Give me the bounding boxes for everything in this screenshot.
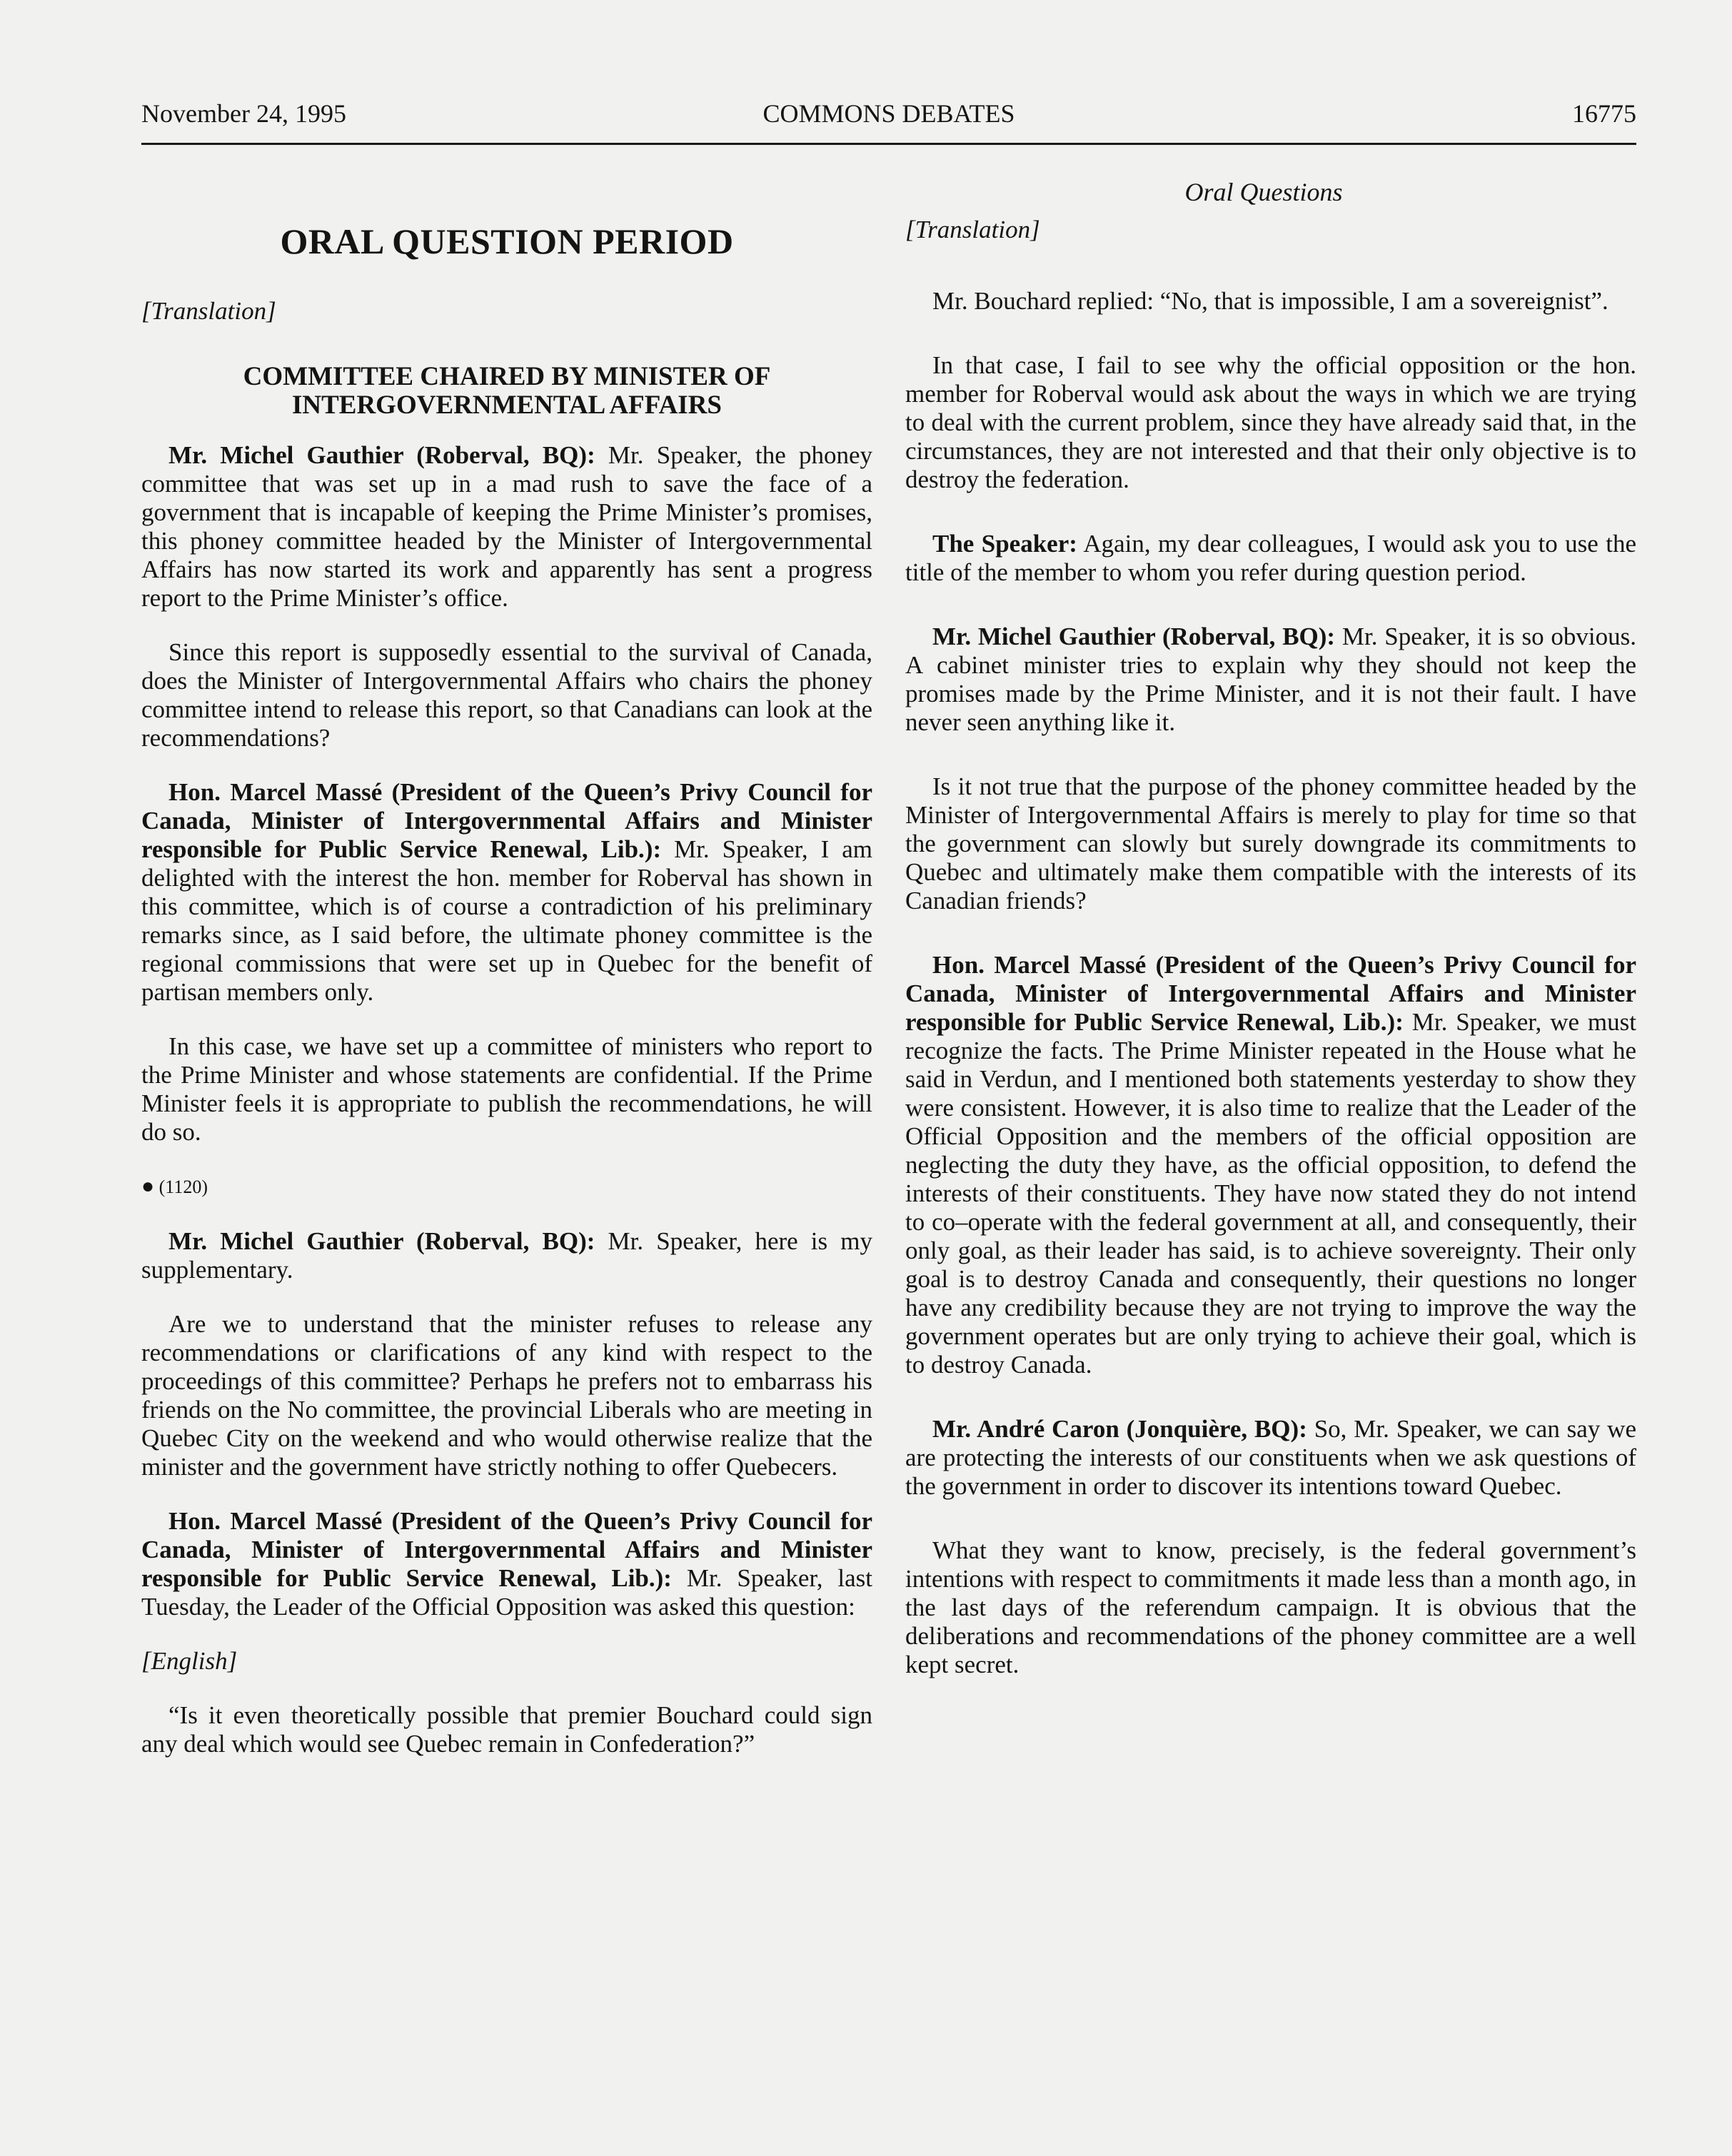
speech-paragraph — [141, 778, 872, 1007]
speech-text: Mr. Speaker, we must recognize the facts. The Prime Minister repeated in the House what he said in Verdun, and I mentioned both statements yesterday to show they were consistent. However, it is also time to realize that the Leader of the Official Opposition and the members of the official opposition are neglecting the duty they have, as the official opposition, to defend the interests of their constituents. They have now stated they do not intend to co–operate with the federal government at all, and consequently, their only goal, as their leader has said, is to achieve sovereignty. Their only goal is to destroy Canada and consequently, their questions no longer have any credibility because they are not trying to improve the way the government operates but are only trying to achieve their goal, which is to destroy Canada. — [905, 1008, 1636, 1379]
speech-text: So, Mr. Speaker, we can say we are protecting the interests of our constituents when we ask questions of the government in order to discover its intentions toward Quebec. — [905, 1415, 1636, 1500]
speaker-name: Mr. Michel Gauthier (Roberval, BQ): — [168, 1227, 595, 1255]
speech-paragraph — [141, 1507, 872, 1621]
running-head-title: COMMONS DEBATES — [762, 99, 1015, 128]
language-note: [English] — [141, 1647, 238, 1675]
page-number: 16775 — [1572, 99, 1636, 128]
speech-paragraph: In that case, I fail to see why the official opposition or the hon. member for Roberval would ask about the ways in which we are trying to deal with the current problem, since they have already said that, in the circumstances, they are not interested and that their only objective is to destroy the federation. — [905, 351, 1636, 493]
speech-text: Mr. Speaker, I am delighted with the interest the hon. member for Roberval has shown in this committee, which is of course a contradiction of his preliminary remarks since, as I said before, the ultimate phoney committee is the regional commissions that were set up in Quebec for the benefit of partisan members only. — [141, 835, 872, 1006]
speech-paragraph: “Is it even theoretically possible that premier Bouchard could sign any deal which would see Quebec remain in Confederation?” — [141, 1701, 872, 1758]
right-column — [905, 214, 1636, 1679]
running-head-date: November 24, 1995 — [141, 99, 346, 128]
speaker-name: Mr. André Caron (Jonquière, BQ): — [932, 1415, 1307, 1443]
speaker-name: Hon. Marcel Massé (President of the Queen’s Privy Council for Canada, Minister of Intergovernmental Affairs and Minister responsible for Public Service Renewal, Lib.): — [141, 1507, 872, 1592]
header-rule — [141, 143, 1636, 145]
page-title: ORAL QUESTION PERIOD — [280, 221, 734, 261]
speech-paragraph: Are we to understand that the minister refuses to release any recommendations or clarifications of any kind with respect to the proceedings of this committee? Perhaps he prefers not to embarrass his friends on the No committee, the provincial Liberals who are meeting in Quebec City on the weekend and who would otherwise realize that the minister and the government have strictly nothing to offer Quebecers. — [141, 1310, 872, 1481]
speech-text: Mr. Speaker, last Tuesday, the Leader of the Official Opposition was asked this question: — [141, 1564, 872, 1621]
speaker-name: Hon. Marcel Massé (President of the Queen’s Privy Council for Canada, Minister of Intergovernmental Affairs and Minister responsible for Public Service Renewal, Lib.): — [905, 951, 1636, 1036]
bullet-icon: ● — [141, 1174, 155, 1198]
speech-paragraph — [905, 623, 1636, 737]
speech-paragraph: Since this report is supposedly essential to the survival of Canada, does the Minister of Intergovernmental Affairs who chairs the phoney committee intend to release this report, so that Canadians can look at the recommendations? — [141, 638, 872, 752]
speaker-name: Hon. Marcel Massé (President of the Queen’s Privy Council for Canada, Minister of Intergovernmental Affairs and Minister responsible for Public Service Renewal, Lib.): — [141, 778, 872, 863]
left-column — [141, 214, 872, 1758]
speech-paragraph — [141, 441, 872, 613]
section-label: Oral Questions — [1184, 178, 1343, 206]
speech-paragraph — [905, 1415, 1636, 1501]
speech-text: Mr. Speaker, the phoney committee that was set up in a mad rush to save the face of a government that is incapable of keeping the Prime Minister’s promises, this phoney committee headed by the Minister of Intergovernmental Affairs has now started its work and apparently has sent a progress report to the Prime Minister’s office. — [141, 441, 873, 612]
speaker-name: Mr. Michel Gauthier (Roberval, BQ): — [932, 623, 1336, 650]
speech-text: Again, my dear colleagues, I would ask you to use the title of the member to whom you refer during question period. — [905, 530, 1636, 586]
running-head — [141, 93, 1636, 136]
speech-paragraph — [905, 530, 1636, 587]
speech-paragraph: Mr. Bouchard replied: “No, that is impossible, I am a sovereignist”. — [932, 287, 1608, 315]
speech-paragraph — [905, 951, 1636, 1379]
section-heading: COMMITTEE CHAIRED BY MINISTER OF INTERGOVERNMENTAL AFFAIRS — [243, 362, 771, 420]
speech-text: Mr. Speaker, here is my supplementary. — [141, 1227, 872, 1284]
speaker-name: The Speaker: — [932, 530, 1077, 558]
time-marker-text: (1120) — [158, 1177, 208, 1197]
speech-text: Mr. Speaker, it is so obvious. A cabinet minister tries to explain why they should not keep the promises made by the Prime Minister, and it is not their fault. I have never seen anything like it. — [905, 623, 1636, 736]
speech-paragraph: Is it not true that the purpose of the phoney committee headed by the Minister of Intergovernmental Affairs is merely to play for time so that the government can slowly but surely downgrade its commitments to Quebec and ultimately make them compatible with the interests of its Canadian friends? — [905, 772, 1636, 915]
speech-paragraph: In this case, we have set up a committee of ministers who report to the Prime Minister and whose statements are confidential. If the Prime Minister feels it is appropriate to publish the recommendations, he will do so. — [141, 1032, 872, 1146]
language-note: [Translation] — [905, 216, 1040, 243]
language-note: [Translation] — [141, 297, 276, 325]
speech-paragraph: What they want to know, precisely, is the federal government’s intentions with respect to commitments it made less than a month ago, in the last days of the referendum campaign. It is obvious that the deliberations and recommendations of the phoney committee are a well kept secret. — [905, 1536, 1636, 1678]
time-marker — [141, 1172, 872, 1202]
speech-paragraph — [141, 1227, 872, 1284]
speaker-name: Mr. Michel Gauthier (Roberval, BQ): — [168, 441, 595, 469]
